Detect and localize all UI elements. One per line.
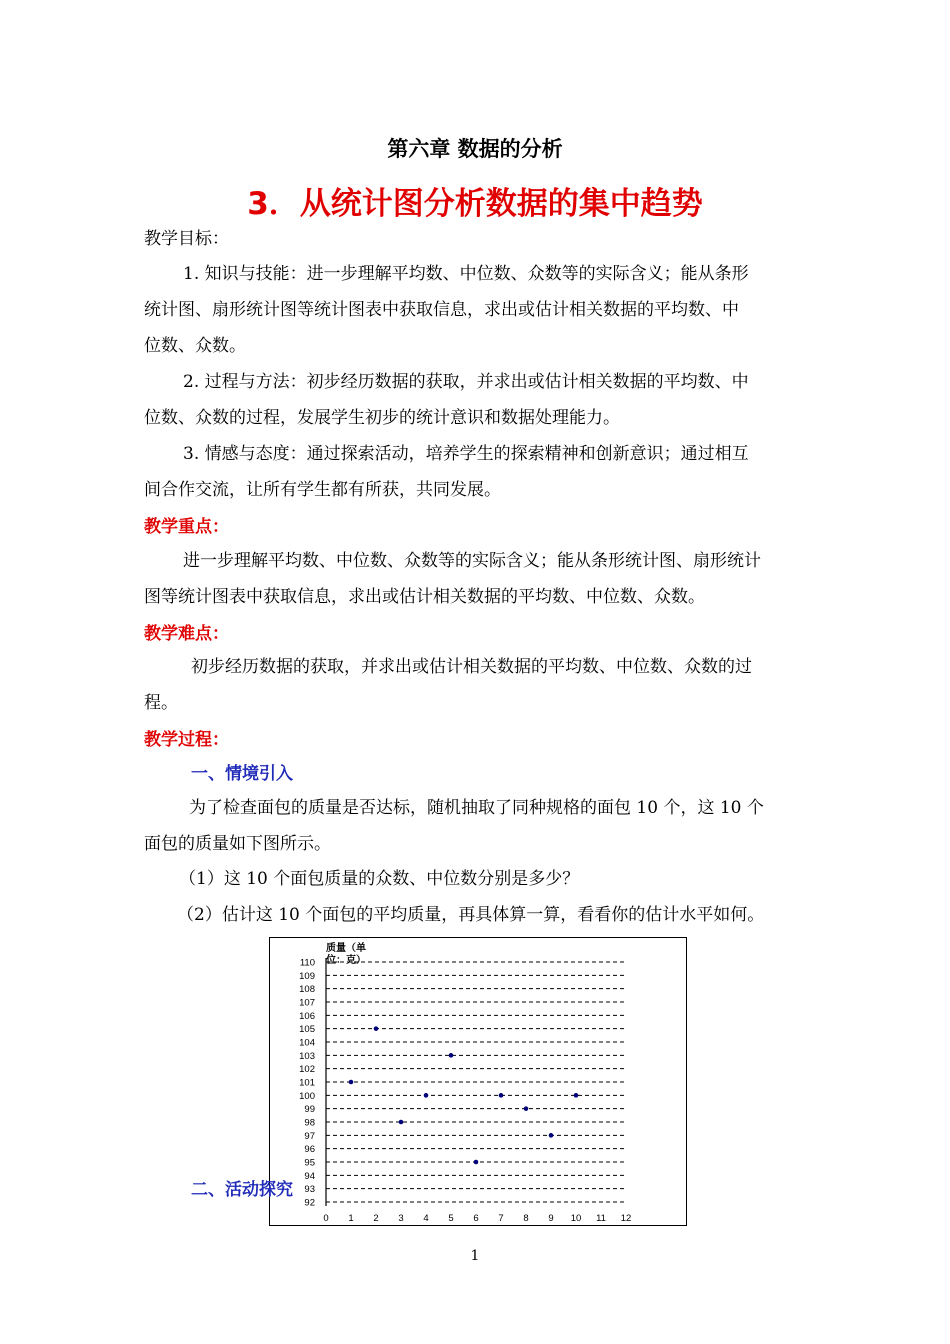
key-points-label: 教学重点：	[144, 517, 229, 537]
difficult-points-label: 教学难点：	[144, 624, 229, 644]
objective-1-line-3: 位数、众数。	[144, 336, 246, 356]
y-tick-label: 98	[304, 1117, 315, 1129]
difficult-points-line-1: 初步经历数据的获取，并求出或估计相关数据的平均数、中位数、众数的过	[191, 657, 752, 677]
x-tick-label: 4	[423, 1213, 429, 1224]
y-tick-label: 102	[299, 1064, 315, 1076]
data-point-9	[549, 1133, 554, 1138]
data-point-7	[499, 1093, 504, 1098]
y-tick-label: 101	[299, 1077, 315, 1089]
data-point-8	[524, 1106, 529, 1111]
y-tick-label: 95	[304, 1157, 315, 1169]
y-tick-label: 93	[304, 1184, 315, 1196]
process-label: 教学过程：	[144, 730, 229, 750]
y-tick-label: 99	[304, 1104, 315, 1116]
data-point-1	[349, 1080, 354, 1085]
x-tick-label: 3	[398, 1213, 404, 1224]
objective-1-line-2: 统计图、扇形统计图等统计图表中获取信息，求出或估计相关数据的平均数、中	[144, 300, 739, 320]
y-tick-label: 103	[299, 1050, 315, 1062]
data-point-2	[374, 1026, 379, 1031]
section-1-heading: 一、情境引入	[191, 764, 293, 784]
y-tick-label: 100	[299, 1090, 315, 1102]
x-tick-label: 5	[448, 1213, 454, 1224]
question-2: （2）估计这 10 个面包的平均质量，再具体算一算，看看你的估计水平如何。	[177, 905, 765, 925]
bread-weight-chart	[269, 937, 687, 1226]
chapter-title: 第六章 数据的分析	[387, 137, 563, 161]
x-tick-label: 6	[473, 1213, 479, 1224]
key-points-line-2: 图等统计图表中获取信息，求出或估计相关数据的平均数、中位数、众数。	[144, 587, 705, 607]
lesson-title: 3．从统计图分析数据的集中趋势	[247, 186, 703, 222]
objective-2-line-1: 2. 过程与方法：初步经历数据的获取，并求出或估计相关数据的平均数、中	[183, 372, 749, 392]
key-points-line-1: 进一步理解平均数、中位数、众数等的实际含义；能从条形统计图、扇形统计	[183, 551, 761, 571]
y-tick-label: 94	[304, 1170, 315, 1182]
x-tick-label: 11	[596, 1213, 606, 1224]
objective-3-line-1: 3. 情感与态度：通过探索活动，培养学生的探索精神和创新意识；通过相互	[183, 444, 749, 464]
objectives-label: 教学目标：	[144, 229, 229, 249]
x-tick-label: 7	[498, 1213, 504, 1224]
data-point-10	[574, 1093, 579, 1098]
data-point-6	[474, 1160, 479, 1165]
y-tick-label: 109	[299, 970, 315, 982]
page-number: 1	[470, 1248, 480, 1264]
y-tick-label: 105	[299, 1024, 315, 1036]
y-tick-label: 106	[299, 1010, 315, 1022]
x-tick-label: 9	[548, 1213, 554, 1224]
y-tick-label: 107	[299, 997, 315, 1009]
intro-line-2: 面包的质量如下图所示。	[144, 834, 331, 854]
data-point-3	[399, 1120, 404, 1125]
x-tick-label: 1	[348, 1213, 354, 1224]
y-tick-label: 97	[304, 1130, 315, 1142]
y-tick-label: 96	[304, 1144, 315, 1156]
intro-line-1: 为了检查面包的质量是否达标，随机抽取了同种规格的面包 10 个，这 10 个	[189, 798, 764, 818]
x-tick-label: 0	[323, 1213, 329, 1224]
x-tick-label: 2	[373, 1213, 379, 1224]
question-1: （1）这 10 个面包质量的众数、中位数分别是多少？	[179, 869, 580, 889]
y-tick-label: 108	[299, 984, 315, 996]
y-axis-label-line-1: 质量（单	[326, 943, 366, 954]
data-point-4	[424, 1093, 429, 1098]
x-tick-label: 8	[523, 1213, 529, 1224]
x-tick-label: 12	[620, 1213, 632, 1224]
y-tick-label: 104	[299, 1037, 315, 1049]
section-2-heading: 二、活动探究	[191, 1180, 293, 1200]
y-tick-label: 110	[299, 957, 315, 969]
chart-canvas	[270, 938, 688, 1227]
objective-1-line-1: 1. 知识与技能：进一步理解平均数、中位数、众数等的实际含义；能从条形	[183, 264, 749, 284]
y-tick-label: 92	[304, 1197, 315, 1209]
x-tick-label: 10	[570, 1213, 582, 1224]
data-point-5	[449, 1053, 454, 1058]
y-axis-label-line-2: 位：克）	[326, 955, 366, 966]
objective-2-line-2: 位数、众数的过程，发展学生初步的统计意识和数据处理能力。	[144, 408, 620, 428]
objective-3-line-2: 间合作交流，让所有学生都有所获，共同发展。	[144, 480, 501, 500]
difficult-points-line-2: 程。	[144, 693, 178, 713]
